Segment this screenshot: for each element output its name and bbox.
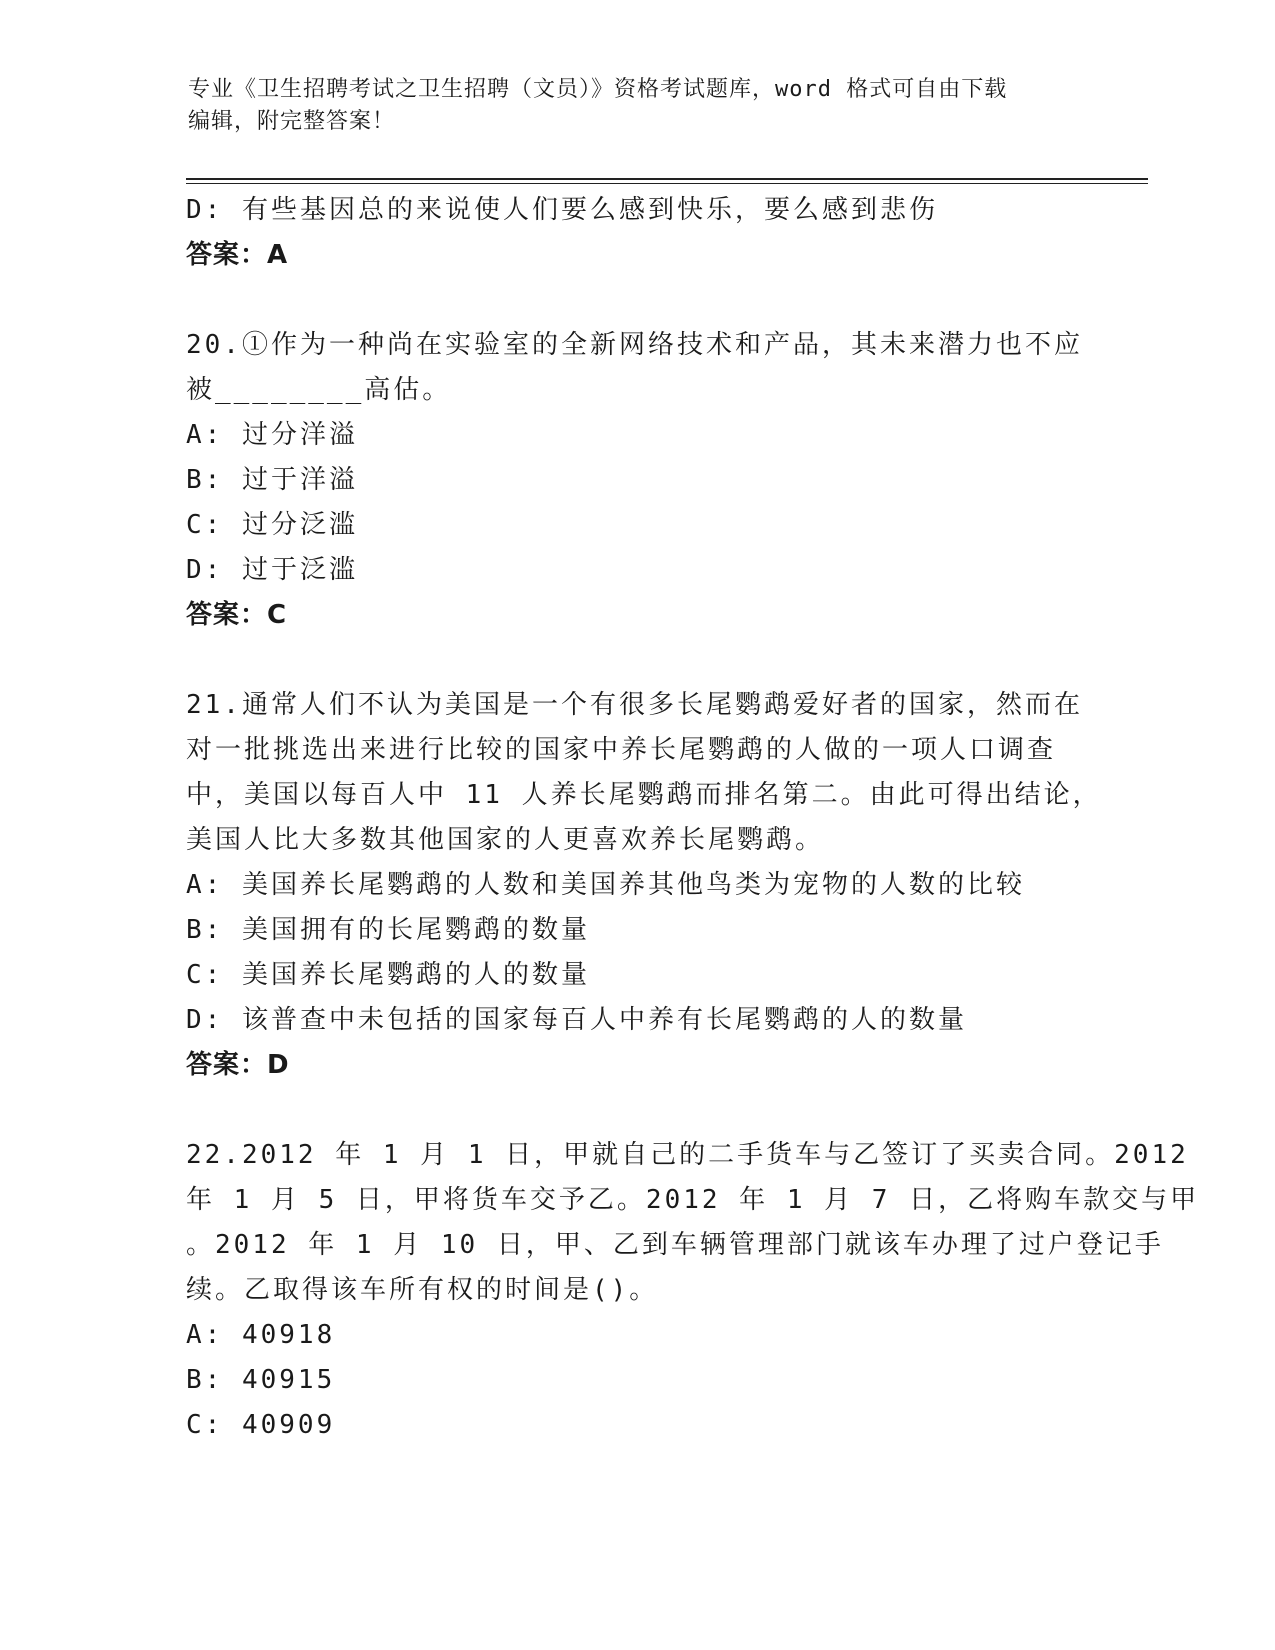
answer-line: 答案：D <box>186 1050 290 1080</box>
question-21 <box>186 683 1102 1088</box>
option-b: B: 美国拥有的长尾鹦鹉的数量 <box>186 915 590 945</box>
option-d: D: 该普查中未包括的国家每百人中养有长尾鹦鹉的人的数量 <box>186 1005 967 1035</box>
question-text-line: 20.①作为一种尚在实验室的全新网络技术和产品，其未来潜力也不应 <box>186 330 1083 360</box>
question-20 <box>186 323 1086 638</box>
header-divider-thick <box>186 178 1148 180</box>
page-header <box>188 74 1088 138</box>
question-text <box>186 323 1086 413</box>
option-a: A: 40918 <box>186 1320 336 1350</box>
question-text <box>186 1133 1200 1313</box>
option-c: C: 40909 <box>186 1410 336 1440</box>
question-text-line: 年 1 月 5 日，甲将货车交予乙。2012 年 1 月 7 日，乙将购车款交与甲 <box>186 1185 1200 1215</box>
header-line-1: 专业《卫生招聘考试之卫生招聘（文员）》资格考试题库，word 格式可自由下载 <box>188 77 1008 102</box>
header-line-2: 编辑，附完整答案！ <box>188 109 396 134</box>
question-text-line: 21.通常人们不认为美国是一个有很多长尾鹦鹉爱好者的国家，然而在 <box>186 690 1083 720</box>
option-b: B: 40915 <box>186 1365 336 1395</box>
answer-line: 答案：C <box>186 600 288 630</box>
question-text <box>186 683 1102 863</box>
question-text-line: 美国人比大多数其他国家的人更喜欢养长尾鹦鹉。 <box>186 825 825 855</box>
option-a: A: 过分洋溢 <box>186 420 358 450</box>
question-22 <box>186 1133 1200 1448</box>
option-b: B: 过于洋溢 <box>186 465 358 495</box>
question-list <box>186 188 1200 1448</box>
answer-line: 答案：A <box>186 240 289 270</box>
question-text-line: 续。乙取得该车所有权的时间是()。 <box>186 1275 659 1305</box>
header-divider-thin <box>186 183 1148 184</box>
option-a: A: 美国养长尾鹦鹉的人数和美国养其他鸟类为宠物的人数的比较 <box>186 870 1025 900</box>
option-d: D: 有些基因总的来说使人们要么感到快乐，要么感到悲伤 <box>186 195 938 225</box>
question-text-line: 对一批挑选出来进行比较的国家中养长尾鹦鹉的人做的一项人口调查 <box>186 735 1057 765</box>
option-c: C: 美国养长尾鹦鹉的人的数量 <box>186 960 590 990</box>
question-text-line: 被________高估。 <box>186 375 452 405</box>
option-c: C: 过分泛滥 <box>186 510 358 540</box>
question-text-line: 中，美国以每百人中 11 人养长尾鹦鹉而排名第二。由此可得出结论， <box>186 780 1102 810</box>
question-text-line: 。2012 年 1 月 10 日，甲、乙到车辆管理部门就该车办理了过户登记手 <box>186 1230 1164 1260</box>
question-text-line: 22.2012 年 1 月 1 日，甲就自己的二手货车与乙签订了买卖合同。2012 <box>186 1140 1189 1170</box>
option-d: D: 过于泛滥 <box>186 555 358 585</box>
